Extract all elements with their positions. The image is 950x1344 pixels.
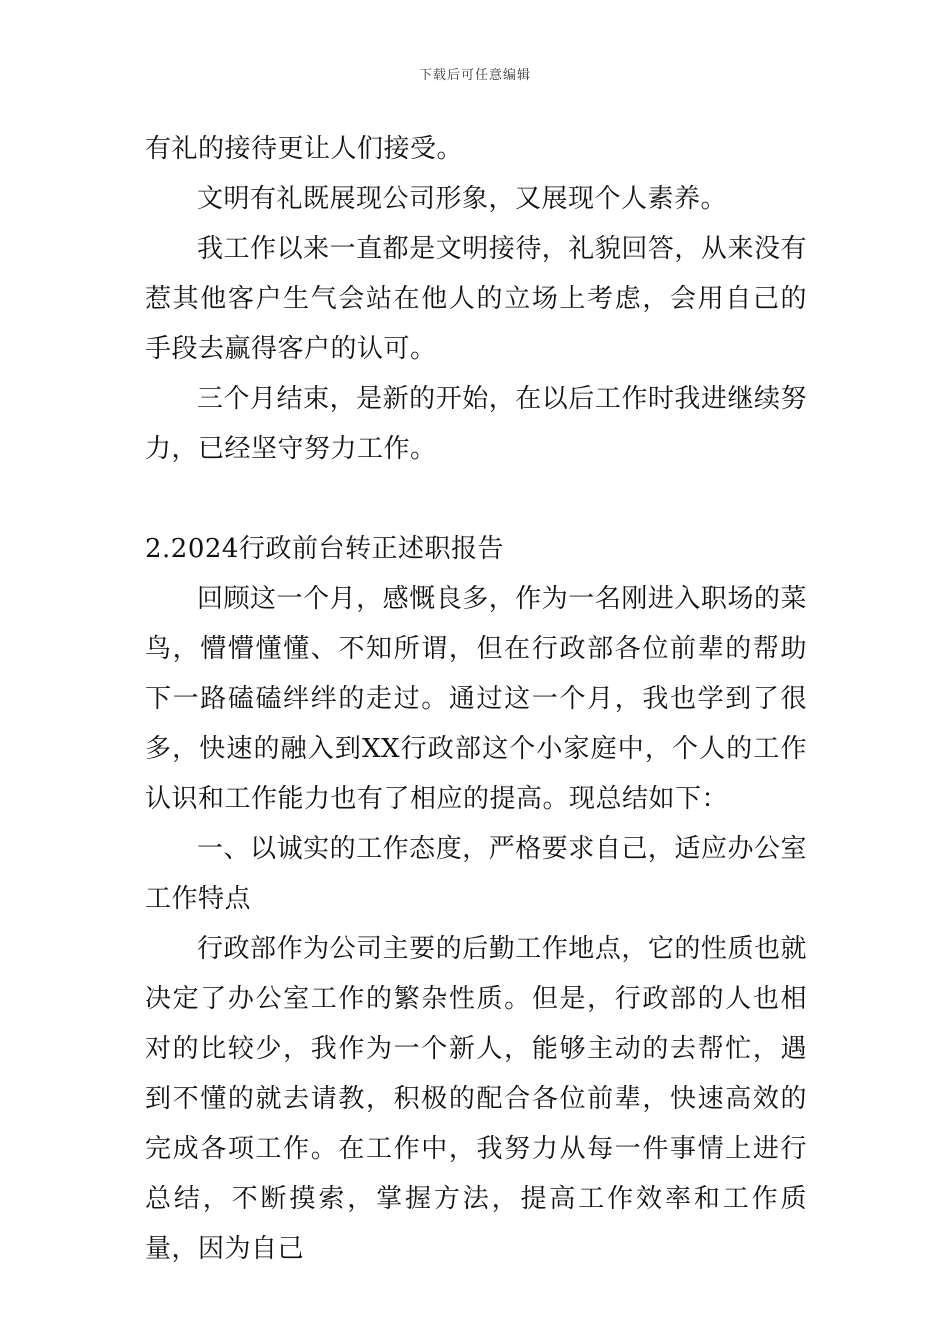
- paragraph-5: 回顾这一个月，感慨良多，作为一名刚进入职场的菜鸟，懵懵懂懂、不知所谓，但在行政部各位前辈的帮助下一路磕磕绊绊的走过。通过这一个月，我也学到了很多，快速的融入到XX行政部这个小家庭中，个人的工作认识和工作能力也有了相应的提高。现总结如下：: [145, 584, 807, 814]
- section-spacer: [145, 474, 807, 524]
- paragraph-6: 一、以诚实的工作态度，严格要求自己，适应办公室工作特点: [145, 834, 807, 914]
- paragraph-4: 三个月结束，是新的开始，在以后工作时我进继续努力，已经坚守努力工作。: [145, 384, 807, 464]
- section-title: 2.2024行政前台转正述职报告: [145, 534, 504, 564]
- paragraph-7: 行政部作为公司主要的后勤工作地点，它的性质也就决定了办公室工作的繁杂性质。但是，行政部的人也相对的比较少，我作为一个新人，能够主动的去帮忙，遇到不懂的就去请教，积极的配合各位前辈，快速高效的完成各项工作。在工作中，我努力从每一件事情上进行总结，不断摸索，掌握方法，提高工作效率和工作质量，因为自己: [145, 934, 807, 1264]
- paragraph-1: 有礼的接待更让人们接受。: [145, 134, 464, 164]
- paragraph-3: 我工作以来一直都是文明接待，礼貌回答，从来没有惹其他客户生气会站在他人的立场上考虑，会用自己的手段去赢得客户的认可。: [145, 234, 807, 364]
- paragraph-2: 文明有礼既展现公司形象，又展现个人素养。: [197, 184, 728, 214]
- page-header: 下载后可任意编辑: [418, 68, 531, 83]
- document-body: [145, 124, 807, 1274]
